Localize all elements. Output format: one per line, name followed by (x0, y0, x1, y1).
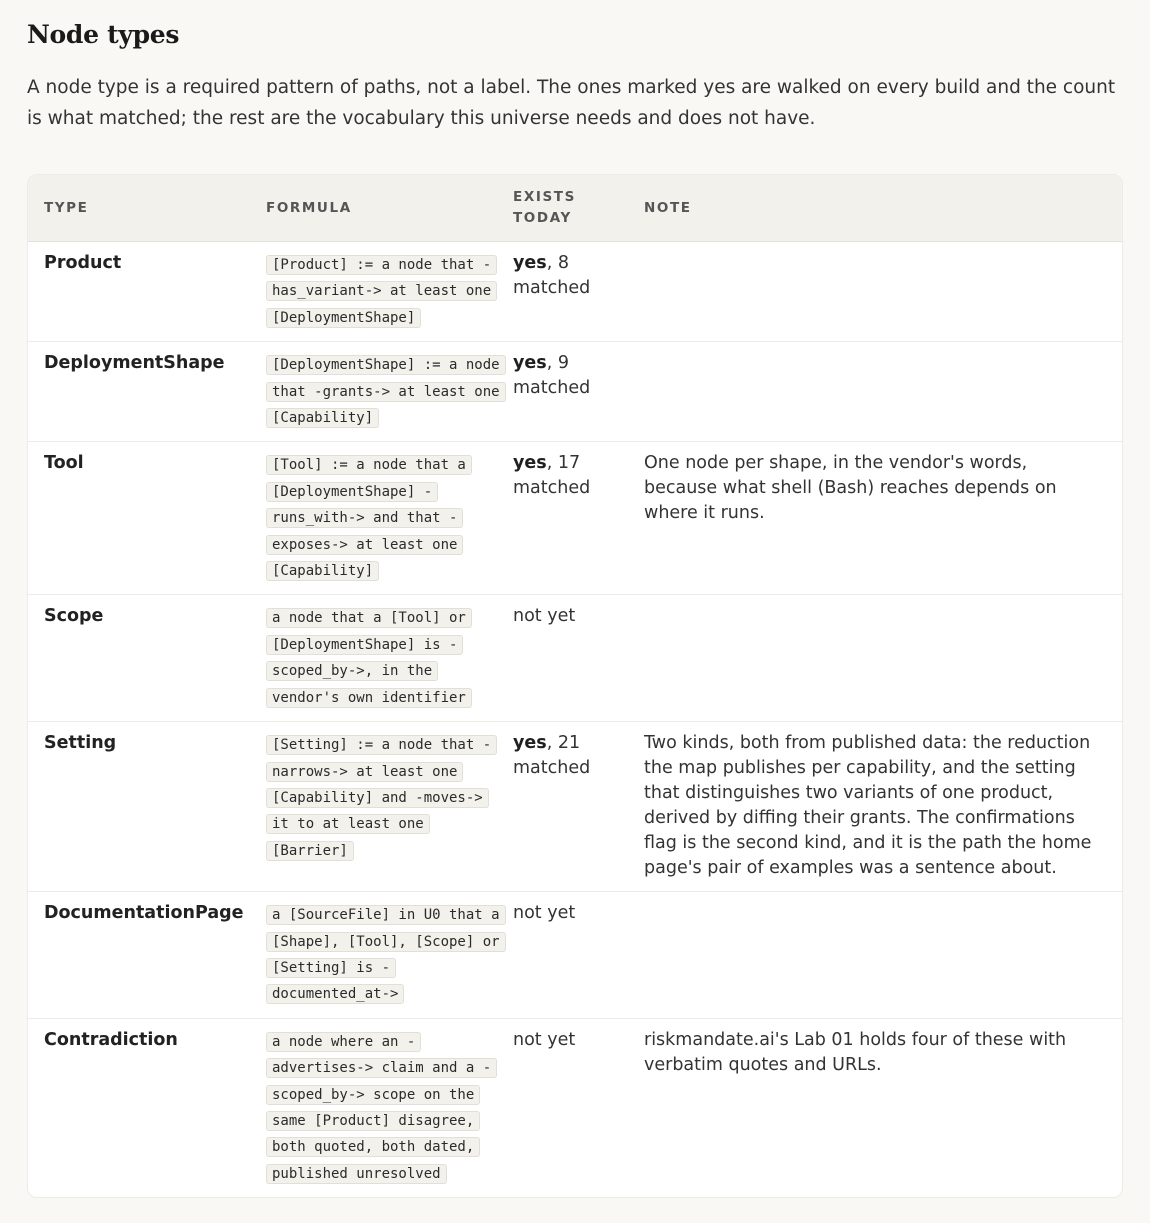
cell-note (628, 595, 1122, 722)
cell-type: Tool (28, 442, 250, 595)
intro-paragraph: A node type is a required pattern of paths, not a label. The ones marked yes are walked on every build and the count is what matched; the rest are the vocabulary this universe needs and does not have. (27, 77, 1116, 129)
exists-yes-label: yes (513, 353, 547, 374)
cell-formula (250, 1018, 513, 1197)
cell-exists-today (513, 722, 628, 892)
cell-formula (250, 595, 513, 722)
exists-count-label: not yet (513, 606, 576, 627)
cell-formula (250, 442, 513, 595)
exists-count-label: , 9 matched (513, 353, 591, 399)
formula-code: [Tool] := a node that a [DeploymentShape] -runs_with-> and that -exposes-> at least one [Capability] (266, 455, 472, 581)
formula-code: a node where an -advertises-> claim and a -scoped_by-> scope on the same [Product] disagree, both quoted, both dated, published unresolved (266, 1032, 497, 1184)
cell-note (628, 892, 1122, 1019)
cell-formula (250, 342, 513, 442)
cell-type: DocumentationPage (28, 892, 250, 1019)
formula-code: [DeploymentShape] := a node that -grants-> at least one [Capability] (266, 355, 506, 428)
exists-yes-label: yes (513, 453, 547, 474)
table-row (28, 342, 1122, 442)
header-note: NOTE (628, 175, 1122, 242)
cell-note: Two kinds, both from published data: the reduction the map publishes per capability, and the setting that distinguishes two variants of one product, derived by diffing their grants. The confirmations flag is the second kind, and it is the path the home page's pair of examples was a sentence about. (628, 722, 1122, 892)
table-row (28, 892, 1122, 1019)
header-type: TYPE (28, 175, 250, 242)
exists-yes-label: yes (513, 733, 547, 754)
table-row (28, 242, 1122, 342)
cell-exists-today (513, 342, 628, 442)
table-row (28, 442, 1122, 595)
exists-count-label: , 21 matched (513, 733, 591, 779)
cell-note: One node per shape, in the vendor's words, because what shell (Bash) reaches depends on where it runs. (628, 442, 1122, 595)
node-types-card (27, 174, 1123, 1198)
exists-count-label: , 17 matched (513, 453, 591, 499)
cell-exists-today (513, 242, 628, 342)
cell-formula (250, 242, 513, 342)
cell-type: DeploymentShape (28, 342, 250, 442)
formula-code: [Product] := a node that -has_variant-> at least one [DeploymentShape] (266, 255, 497, 328)
node-types-table (28, 175, 1122, 1197)
exists-count-label: , 8 matched (513, 253, 591, 298)
cell-formula (250, 892, 513, 1019)
table-row (28, 1018, 1122, 1197)
header-formula: FORMULA (250, 175, 513, 242)
table-row (28, 595, 1122, 722)
exists-count-label: not yet (513, 903, 576, 924)
table-row (28, 722, 1122, 892)
cell-type: Setting (28, 722, 250, 892)
cell-note: riskmandate.ai's Lab 01 holds four of these with verbatim quotes and URLs. (644, 1029, 1067, 1075)
cell-note (628, 342, 1122, 442)
cell-note (628, 242, 1122, 342)
cell-formula (250, 722, 513, 892)
table-header-row (28, 175, 1122, 242)
cell-exists-today (513, 595, 628, 722)
exists-count-label: not yet (513, 1029, 576, 1050)
formula-code: a [SourceFile] in U0 that a [Shape], [Tool], [Scope] or [Setting] is -documented_at-> (266, 905, 506, 1004)
formula-code: [Setting] := a node that -narrows-> at least one [Capability] and -moves-> it to at least one [Barrier] (266, 735, 497, 861)
cell-exists-today (513, 892, 628, 1019)
formula-code: a node that a [Tool] or [DeploymentShape] is -scoped_by->, in the vendor's own identifier (266, 608, 472, 707)
cell-exists-today (513, 442, 628, 595)
page-title: Node types (27, 20, 180, 49)
cell-type: Scope (28, 595, 250, 722)
cell-type: Product (28, 242, 250, 342)
cell-type: Contradiction (44, 1029, 178, 1050)
cell-exists-today (513, 1018, 628, 1197)
exists-yes-label: yes (513, 253, 547, 273)
header-exists-today: EXISTS TODAY (513, 175, 628, 242)
